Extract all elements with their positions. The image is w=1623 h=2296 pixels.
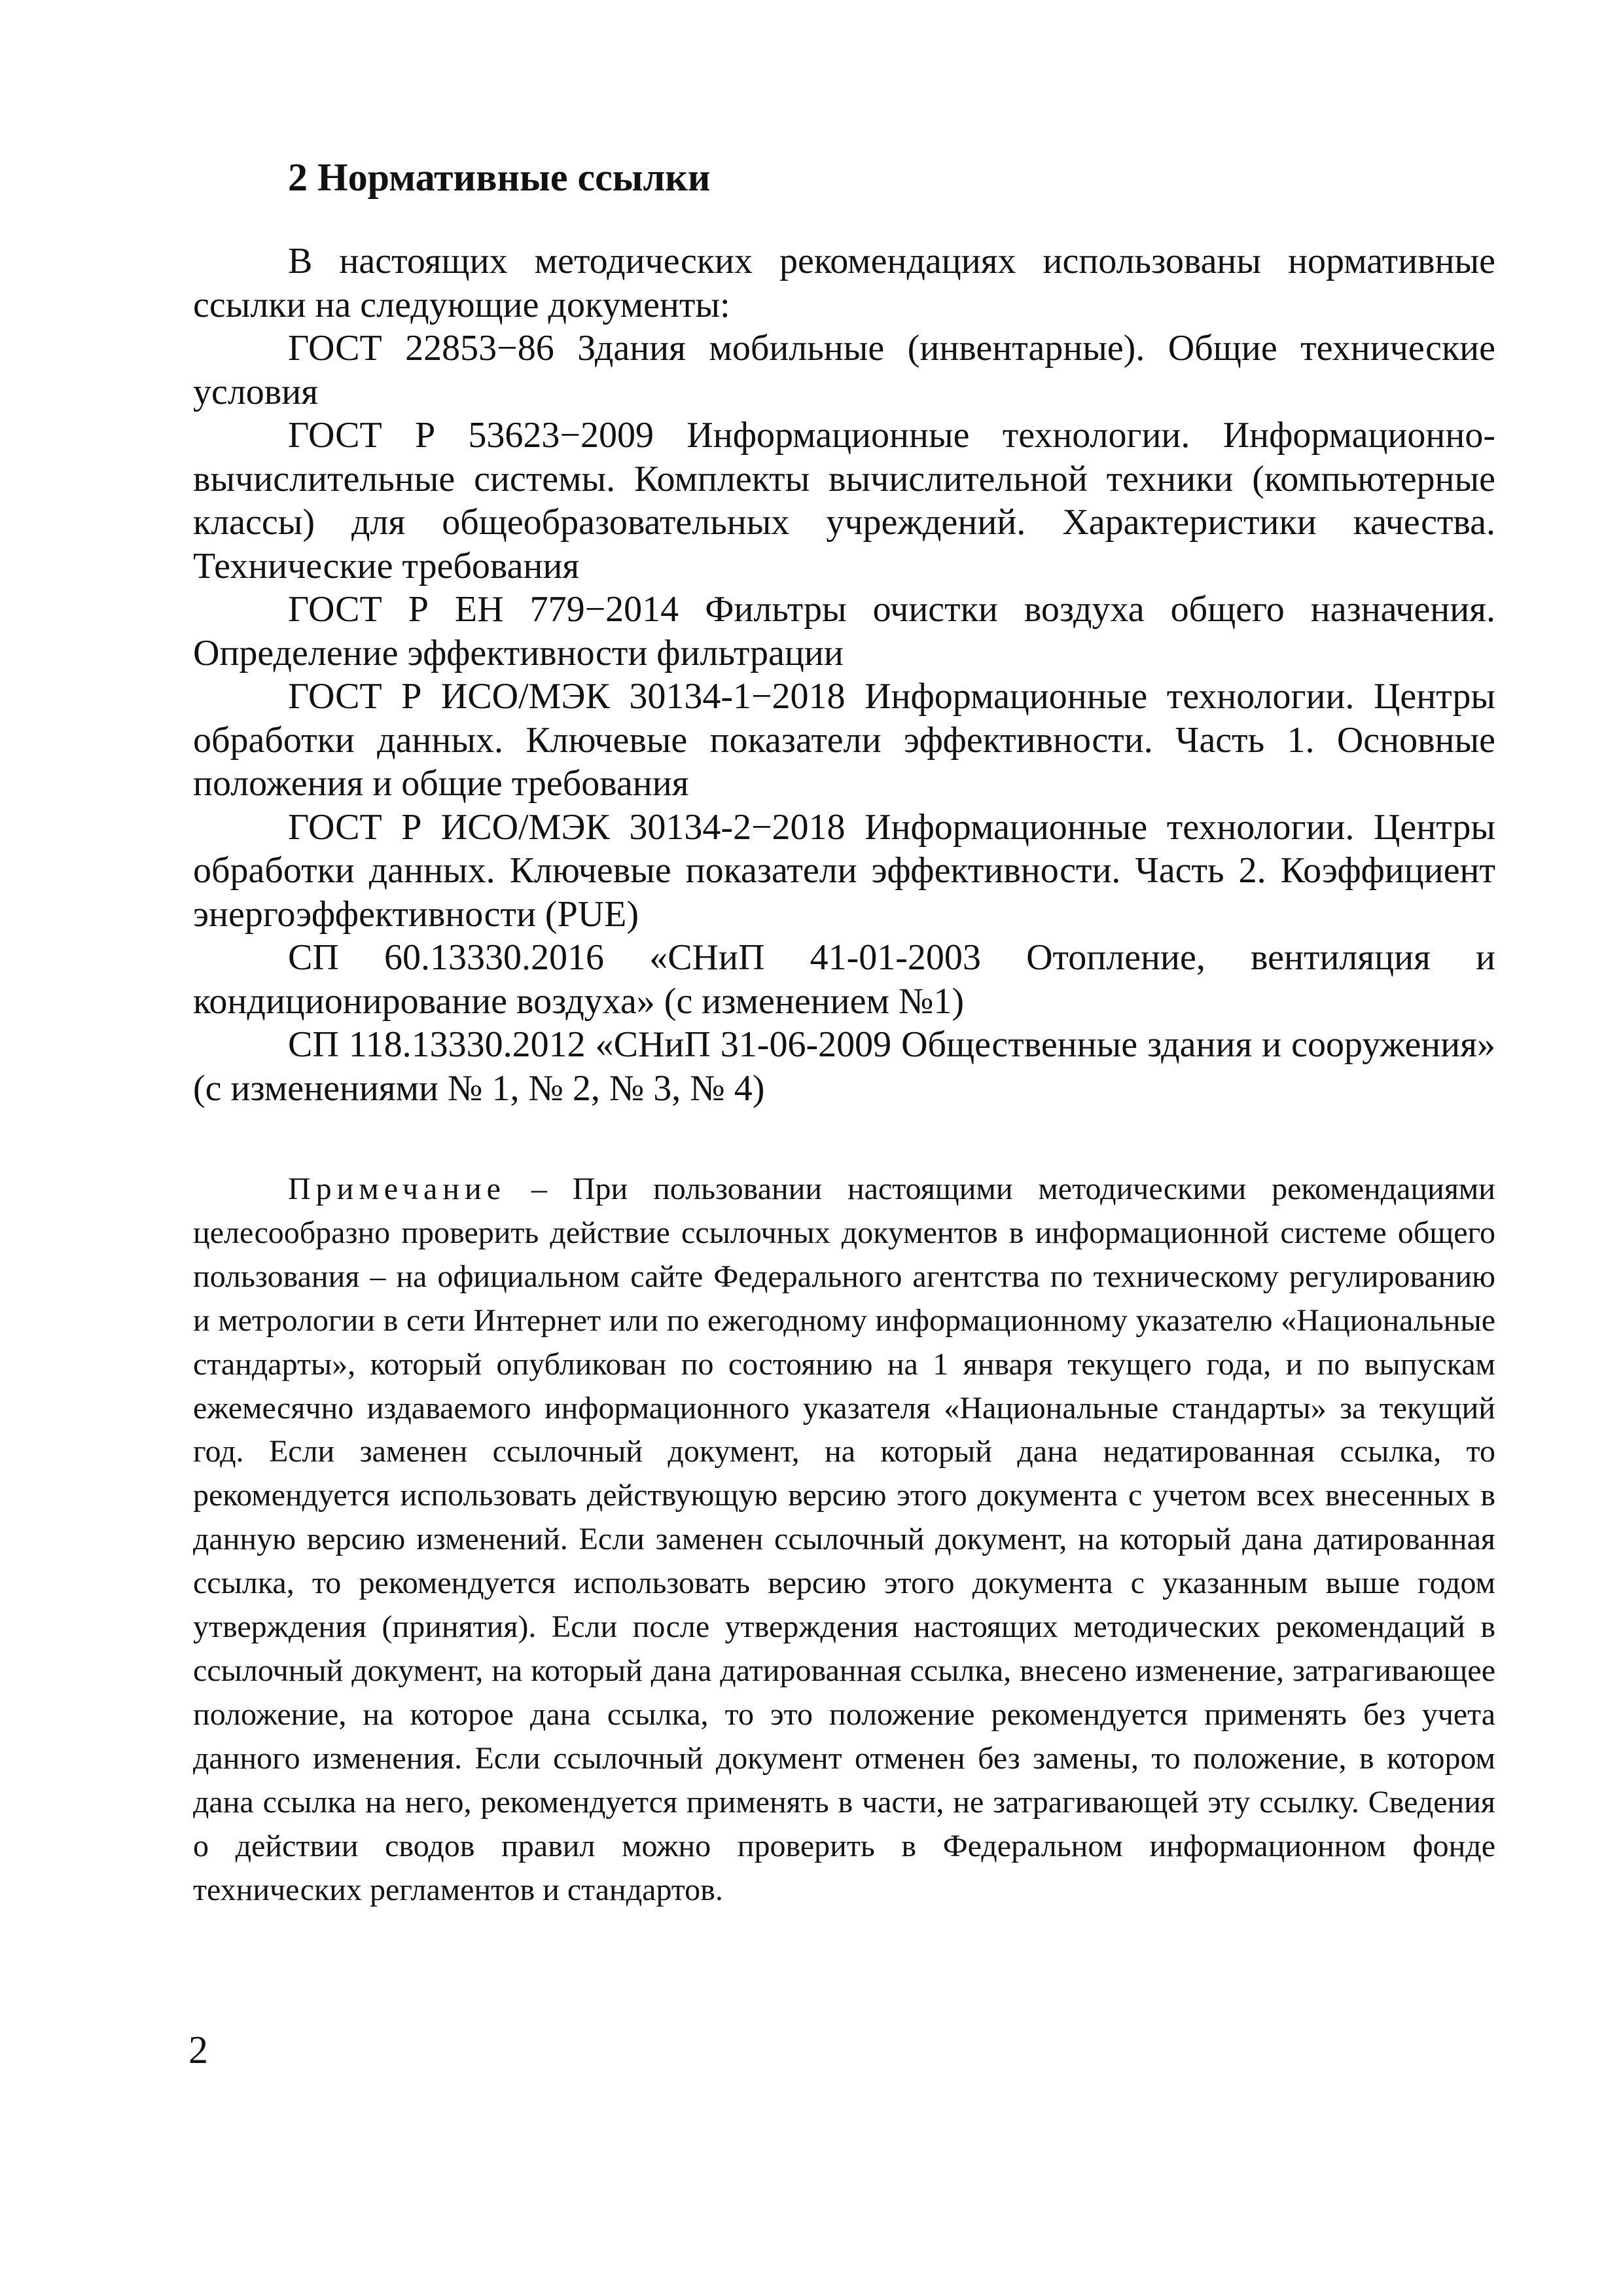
note-paragraph [193,1168,1495,1912]
reference-item-sp-60: СП 60.13330.2016 «СНиП 41-01-2003 Отопление, вентиляция и кондиционирование воздуха» (с изменением №1) [193,937,1495,1022]
reference-item-gost-r-53623: ГОСТ Р 53623−2009 Информационные технологии. Информационно-вычислительные системы. Комплекты вычислительной техники (компьютерные классы) для общеобразовательных учреждений. Характеристики качества. Технические требования [193,415,1495,586]
note-text: – При пользовании настоящими методическими рекомендациями целесообразно проверить действие ссылочных документов в информационной системе общего пользования – на официальном сайте Федерального агентства по техническому регулированию и метрологии в сети Интернет или по ежегодному информационному указателю «Национальные стандарты», который опубликован по состоянию на 1 января текущего года, и по выпускам ежемесячно издаваемого информационного указателя «Национальные стандарты» за текущий год. Если заменен ссылочный документ, на который дана недатированная ссылка, то рекомендуется использовать действующую версию этого документа с учетом всех внесенных в данную версию изменений. Если заменен ссылочный документ, на который дана датированная ссылка, то рекомендуется использовать версию этого документа с указанным выше годом утверждения (принятия). Если после утверждения настоящих методических рекомендаций в ссылочный документ, на который дана датированная ссылка, внесено изменение, затрагивающее положение, на которое дана ссылка, то это положение рекомендуется применять без учета данного изменения. Если ссылочный документ отменен без замены, то положение, в котором дана ссылка на него, рекомендуется применять в части, не затрагивающей эту ссылку. Сведения о действии сводов правил можно проверить в Федеральном информационном фонде технических регламентов и стандартов. [193,1172,1495,1907]
note-label: Примечание [288,1172,506,1206]
page-number: 2 [188,2028,208,2072]
reference-item-sp-118: СП 118.13330.2012 «СНиП 31-06-2009 Общественные здания и сооружения» (с изменениями № 1, № 2, № 3, № 4) [193,1024,1495,1109]
reference-item-gost-r-iso-30134-1: ГОСТ Р ИСО/МЭК 30134-1−2018 Информационные технологии. Центры обработки данных. Ключевые показатели эффективности. Часть 1. Основные положения и общие требования [193,676,1495,804]
reference-item-gost-r-en-779: ГОСТ Р ЕН 779−2014 Фильтры очистки воздуха общего назначения. Определение эффективности фильтрации [193,589,1495,673]
section-heading: 2 Нормативные ссылки [288,156,711,199]
reference-item-gost-22853: ГОСТ 22853−86 Здания мобильные (инвентарные). Общие технические условия [193,328,1495,412]
reference-item-gost-r-iso-30134-2: ГОСТ Р ИСО/МЭК 30134-2−2018 Информационные технологии. Центры обработки данных. Ключевые показатели эффективности. Часть 2. Коэффициент энергоэффективности (PUE) [193,806,1495,935]
intro-paragraph: В настоящих методических рекомендациях использованы нормативные ссылки на следующие документы: [193,241,1495,325]
section-body [193,240,1495,1110]
